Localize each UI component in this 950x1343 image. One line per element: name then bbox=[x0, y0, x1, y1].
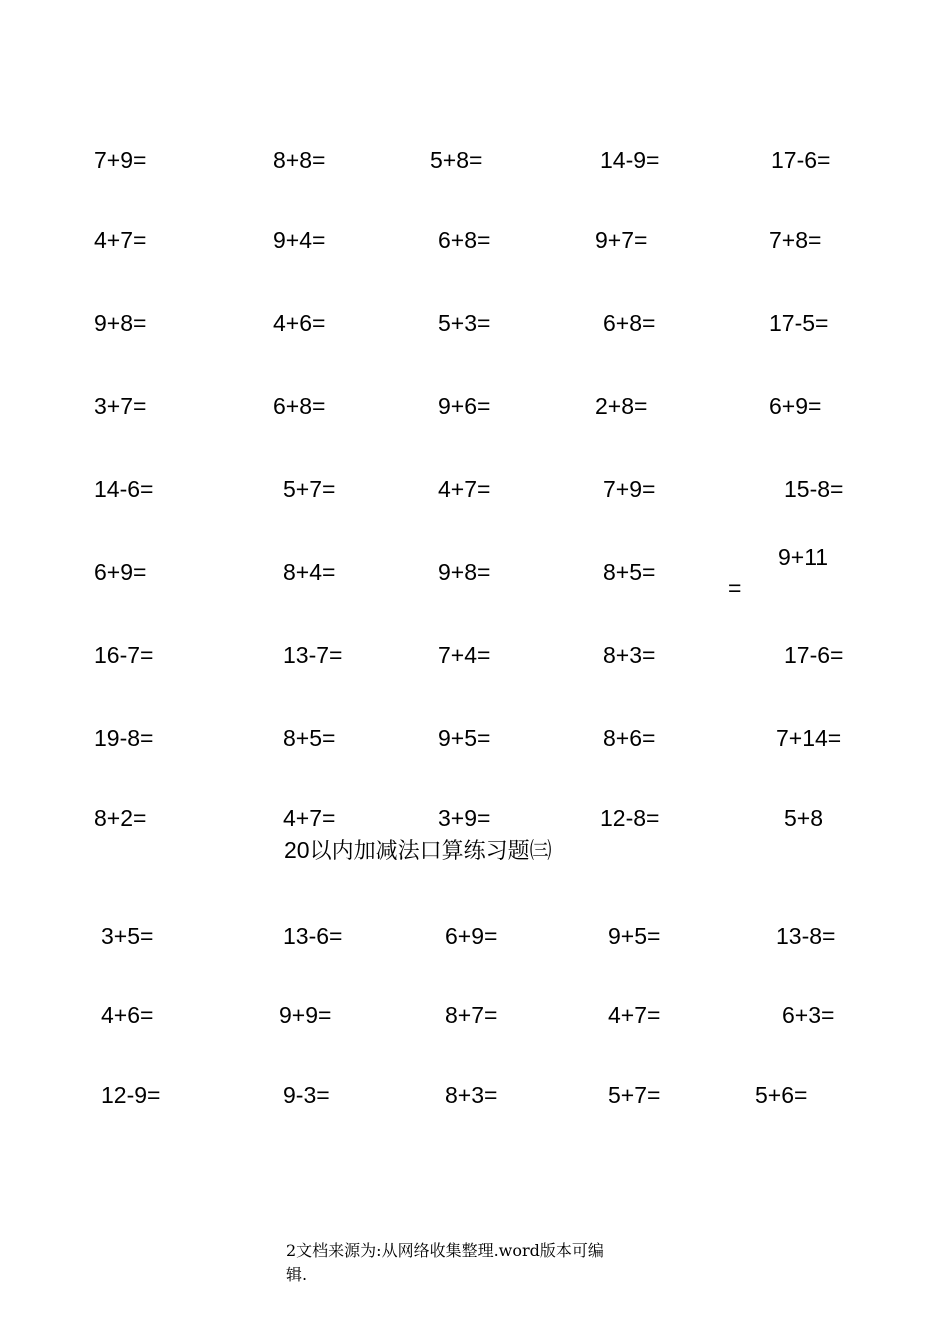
problem: 9+5= bbox=[438, 725, 491, 751]
footer-line-2: 辑. bbox=[286, 1265, 308, 1284]
problem: 6+8= bbox=[438, 227, 491, 253]
problem: 8+7= bbox=[445, 1002, 498, 1028]
problem: 7+4= bbox=[438, 642, 491, 668]
problem: 14-9= bbox=[600, 147, 660, 173]
problem: 7+14= bbox=[776, 725, 842, 751]
worksheet-title bbox=[284, 836, 552, 866]
problem: 9+8= bbox=[94, 310, 147, 336]
problem: 9-3= bbox=[283, 1082, 330, 1108]
problem: 8+5= bbox=[283, 725, 336, 751]
problem: 7+8= bbox=[769, 227, 822, 253]
problem: 5+8= bbox=[430, 147, 483, 173]
problem: 9+6= bbox=[438, 393, 491, 419]
problem: 8+3= bbox=[603, 642, 656, 668]
problem: 9+11 bbox=[778, 544, 829, 570]
problem: 4+6= bbox=[101, 1002, 154, 1028]
problem: 4+6= bbox=[273, 310, 326, 336]
problem: 4+7= bbox=[283, 805, 336, 831]
problem: 7+9= bbox=[94, 147, 147, 173]
problem: 8+6= bbox=[603, 725, 656, 751]
problem: 7+9= bbox=[603, 476, 656, 502]
problem: 5+8 bbox=[784, 805, 824, 831]
stray-equals-sign: = bbox=[728, 575, 742, 601]
problem: 15-8= bbox=[784, 476, 844, 502]
problem: 5+7= bbox=[283, 476, 336, 502]
title-number: 20 bbox=[284, 837, 310, 863]
problem: 6+3= bbox=[782, 1002, 835, 1028]
title-text: 以内加减法口算练习题㈢ bbox=[309, 839, 552, 864]
problem: 3+9= bbox=[438, 805, 491, 831]
problem: 5+6= bbox=[755, 1082, 808, 1108]
problem: 3+7= bbox=[94, 393, 147, 419]
problem: 9+5= bbox=[608, 923, 661, 949]
problem: 14-6= bbox=[94, 476, 154, 502]
footer-note bbox=[286, 1239, 676, 1287]
problem: 4+7= bbox=[438, 476, 491, 502]
problem: 6+9= bbox=[445, 923, 498, 949]
problem: 3+5= bbox=[101, 923, 154, 949]
problem: 5+7= bbox=[608, 1082, 661, 1108]
problem: 2+8= bbox=[595, 393, 648, 419]
problem: 8+4= bbox=[283, 559, 336, 585]
problem: 13-7= bbox=[283, 642, 343, 668]
problem: 12-9= bbox=[101, 1082, 161, 1108]
problem: 17-6= bbox=[771, 147, 831, 173]
problem: 5+3= bbox=[438, 310, 491, 336]
footer-line-1: 2文档来源为:从网络收集整理.word版本可编 bbox=[286, 1241, 604, 1260]
problem: 8+3= bbox=[445, 1082, 498, 1108]
problem: 17-6= bbox=[784, 642, 844, 668]
problem: 8+5= bbox=[603, 559, 656, 585]
problem: 4+7= bbox=[94, 227, 147, 253]
problem: 16-7= bbox=[94, 642, 154, 668]
problem: 6+9= bbox=[94, 559, 147, 585]
problem: 9+9= bbox=[279, 1002, 332, 1028]
problem: 12-8= bbox=[600, 805, 660, 831]
problem: 13-6= bbox=[283, 923, 343, 949]
problem: 8+8= bbox=[273, 147, 326, 173]
problem: 9+8= bbox=[438, 559, 491, 585]
problem: 6+8= bbox=[603, 310, 656, 336]
problem: 8+2= bbox=[94, 805, 147, 831]
problem: 13-8= bbox=[776, 923, 836, 949]
problem: 9+7= bbox=[595, 227, 648, 253]
problem: 9+4= bbox=[273, 227, 326, 253]
problem: 6+8= bbox=[273, 393, 326, 419]
problem: 4+7= bbox=[608, 1002, 661, 1028]
problem: 19-8= bbox=[94, 725, 154, 751]
problem: 6+9= bbox=[769, 393, 822, 419]
problem: 17-5= bbox=[769, 310, 829, 336]
